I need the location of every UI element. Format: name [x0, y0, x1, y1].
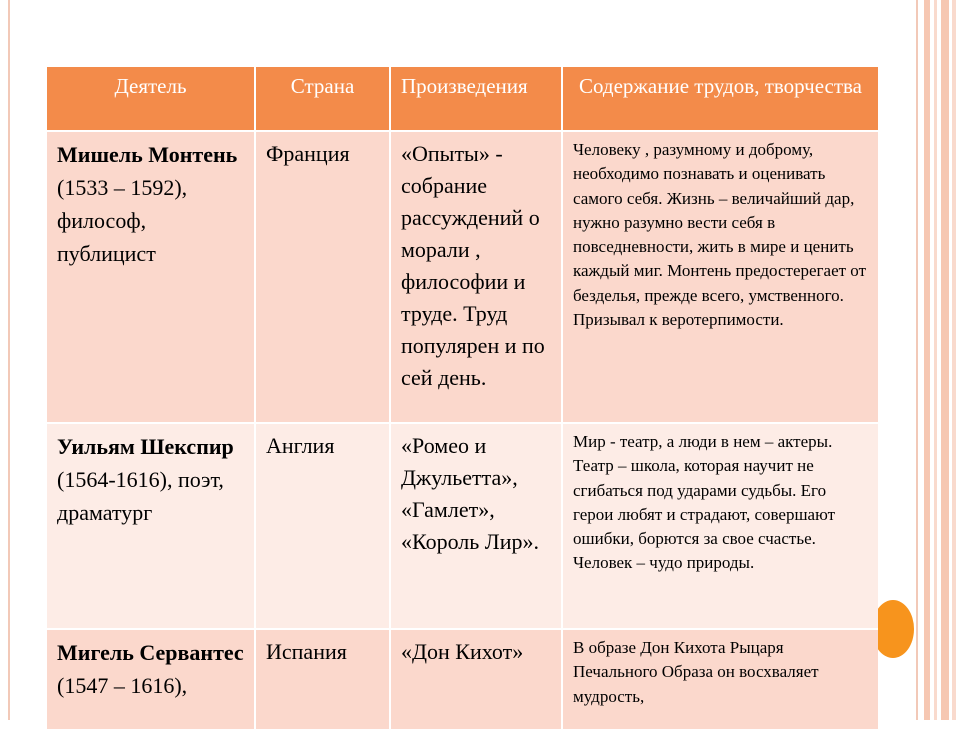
works-cell: «Ромео и Джульетта», «Гамлет», «Король Лир».: [390, 423, 562, 629]
works-cell: «Опыты» - собрание рассуждений о морали , философии и труде. Труд популярен и по сей день.: [390, 131, 562, 423]
figure-details: (1564-1616), поэт, драматург: [57, 467, 224, 525]
country-cell: Англия: [255, 423, 390, 629]
content-cell: В образе Дон Кихота Рыцаря Печального Образа он восхваляет мудрость,: [562, 629, 878, 729]
header-works: Произведения: [390, 67, 562, 131]
header-country: Страна: [255, 67, 390, 131]
figure-cell: [47, 423, 255, 629]
table-row: [47, 629, 878, 729]
table-header-row: [47, 67, 878, 131]
content-cell: Человеку , разумному и доброму, необходимо познавать и оценивать самого себя. Жизнь – величайший дар, нужно разумно вести себя в повседневности, жить в мире и ценить каждый миг. Монтень предостерегает от безделья, прежде всего, умственного. Призывал к веротерпимости.: [562, 131, 878, 423]
country-cell: Испания: [255, 629, 390, 729]
decorative-stripe: [934, 0, 937, 720]
header-content: Содержание трудов, творчества: [562, 67, 878, 131]
decorative-stripe: [924, 0, 930, 720]
decorative-circle: [872, 600, 914, 658]
figure-name: Мишель Монтень: [57, 142, 238, 167]
figure-name: Уильям Шекспир: [57, 434, 234, 459]
table-row: [47, 131, 878, 423]
figure-cell: [47, 629, 255, 729]
country-cell: Франция: [255, 131, 390, 423]
figure-name: Мигель Сервантес: [57, 640, 244, 665]
decorative-stripe: [941, 0, 949, 720]
header-figure: Деятель: [47, 67, 255, 131]
figure-cell: [47, 131, 255, 423]
figures-table: [47, 67, 878, 729]
figure-details: (1533 – 1592), философ, публицист: [57, 175, 188, 266]
decorative-stripe: [952, 0, 956, 720]
content-cell: Мир - театр, а люди в нем – актеры. Театр – школа, которая научит не сгибаться под ударами судьбы. Его герои любят и страдают, совершают ошибки, борются за свое счастье. Человек – чудо природы.: [562, 423, 878, 629]
works-cell: «Дон Кихот»: [390, 629, 562, 729]
table-row: [47, 423, 878, 629]
figure-details: (1547 – 1616),: [57, 673, 188, 698]
